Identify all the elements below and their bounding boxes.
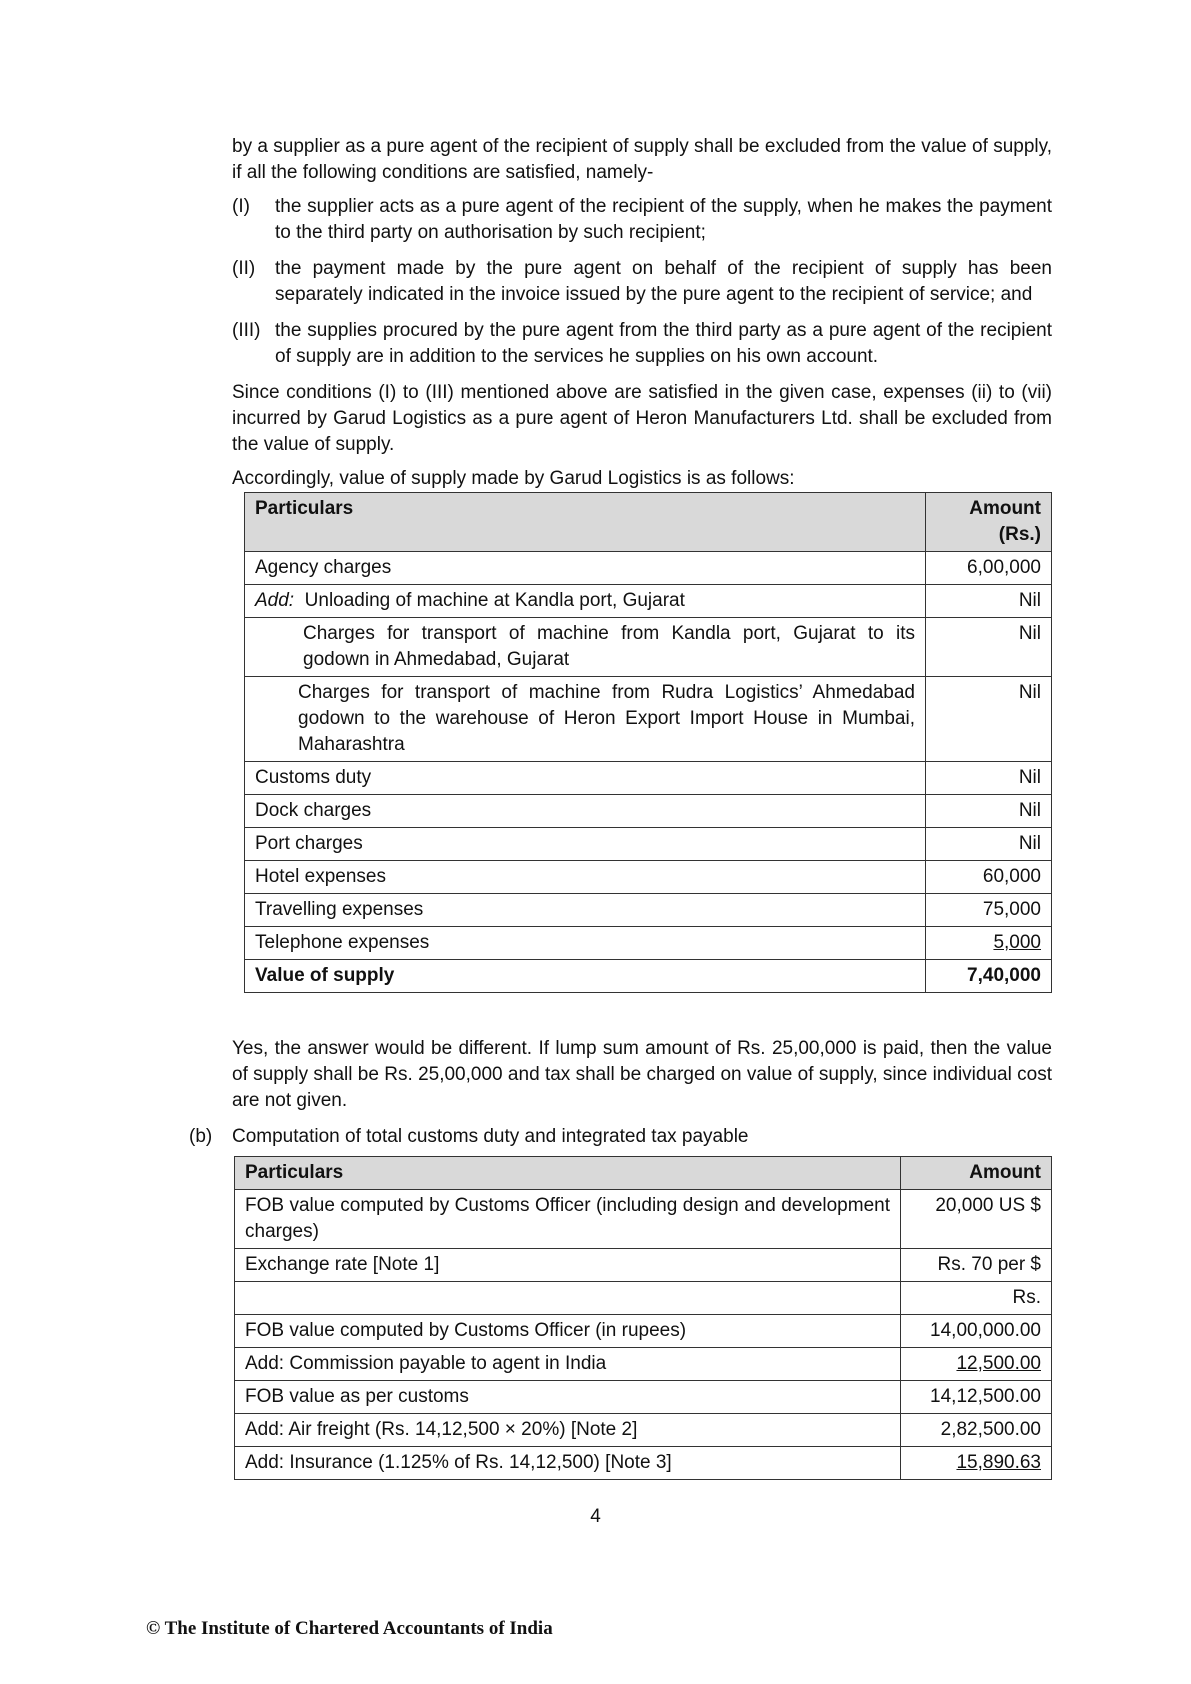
- table-row: [235, 1381, 1052, 1414]
- total-label: Value of supply: [245, 960, 926, 993]
- condition-text: the supplies procured by the pure agent from the third party as a pure agent of the recipient of supply are in addition to the services he supplies on his own account.: [275, 320, 1052, 367]
- row-label: Telephone expenses: [245, 927, 926, 960]
- row-amount: Nil: [926, 618, 1052, 677]
- intro-paragraph: by a supplier as a pure agent of the recipient of supply shall be excluded from the value of supply, if all the following conditions are satisfied, namely-: [232, 136, 1052, 183]
- row-label: Travelling expenses: [245, 894, 926, 927]
- row-label: Add: Commission payable to agent in India: [235, 1348, 901, 1381]
- row-amount: 6,00,000: [926, 552, 1052, 585]
- header-particulars: Particulars: [235, 1157, 901, 1190]
- table-row: [245, 795, 1052, 828]
- condition-number: (II): [232, 258, 256, 279]
- total-row: [245, 960, 1052, 993]
- table-header-row: [235, 1157, 1052, 1190]
- row-amount: [926, 927, 1052, 960]
- table-row: [245, 762, 1052, 795]
- table-row: [235, 1348, 1052, 1381]
- row-label: Port charges: [245, 828, 926, 861]
- table-row: [245, 927, 1052, 960]
- row-label: [245, 585, 926, 618]
- table-row: [245, 552, 1052, 585]
- row-label: Charges for transport of machine from Rudra Logistics’ Ahmedabad godown to the warehouse of Heron Export Import House in Mumbai, Maharashtra: [245, 677, 926, 762]
- part-b-heading: Computation of total customs duty and integrated tax payable: [232, 1126, 749, 1147]
- table-row: [245, 585, 1052, 618]
- table-row: [245, 677, 1052, 762]
- row-label: Add: Insurance (1.125% of Rs. 14,12,500) [Note 3]: [235, 1447, 901, 1480]
- table-row: [235, 1249, 1052, 1282]
- table-row: [235, 1315, 1052, 1348]
- row-amount: Nil: [926, 677, 1052, 762]
- header-amount: Amount (Rs.): [926, 493, 1052, 552]
- row-label: Exchange rate [Note 1]: [235, 1249, 901, 1282]
- total-amount: 7,40,000: [926, 960, 1052, 993]
- row-text: Unloading of machine at Kandla port, Gujarat: [304, 590, 685, 611]
- row-amount: 2,82,500.00: [901, 1414, 1052, 1447]
- underlined-amount: 5,000: [993, 932, 1041, 953]
- row-amount: 14,00,000.00: [901, 1315, 1052, 1348]
- table-row: [235, 1447, 1052, 1480]
- customs-duty-table: [234, 1156, 1052, 1480]
- page-number: 4: [590, 1506, 601, 1527]
- table-row: [235, 1282, 1052, 1315]
- value-of-supply-table: [244, 492, 1052, 993]
- row-amount: Nil: [926, 585, 1052, 618]
- condition-1: [232, 194, 1052, 246]
- row-amount: Nil: [926, 828, 1052, 861]
- row-amount: 60,000: [926, 861, 1052, 894]
- row-amount: Rs.: [901, 1282, 1052, 1315]
- table-row: [245, 618, 1052, 677]
- condition-2: [232, 256, 1052, 308]
- row-amount: 75,000: [926, 894, 1052, 927]
- condition-text: the payment made by the pure agent on behalf of the recipient of supply has been separately indicated in the invoice issued by the pure agent to the recipient of service; and: [275, 258, 1052, 305]
- footer-copyright: © The Institute of Chartered Accountants of India: [146, 1618, 553, 1639]
- row-label: FOB value computed by Customs Officer (including design and development charges): [235, 1190, 901, 1249]
- row-label: FOB value computed by Customs Officer (in rupees): [235, 1315, 901, 1348]
- row-amount: Rs. 70 per $: [901, 1249, 1052, 1282]
- table-row: [245, 894, 1052, 927]
- table-row: [245, 828, 1052, 861]
- condition-3: [232, 318, 1052, 370]
- row-label: Hotel expenses: [245, 861, 926, 894]
- row-label: Charges for transport of machine from Kandla port, Gujarat to its godown in Ahmedabad, Gujarat: [245, 618, 926, 677]
- row-amount: 20,000 US $: [901, 1190, 1052, 1249]
- condition-number: (I): [232, 196, 250, 217]
- since-paragraph: Since conditions (I) to (III) mentioned above are satisfied in the given case, expenses (ii) to (vii) incurred by Garud Logistics as a pure agent of Heron Manufacturers Ltd. shall be excluded from the value of supply.: [232, 382, 1052, 455]
- table-row: [235, 1414, 1052, 1447]
- table-row: [245, 861, 1052, 894]
- underlined-amount: 15,890.63: [956, 1452, 1041, 1473]
- row-label: Dock charges: [245, 795, 926, 828]
- table-header-row: [245, 493, 1052, 552]
- row-amount: Nil: [926, 795, 1052, 828]
- header-particulars: Particulars: [245, 493, 926, 552]
- row-amount: 14,12,500.00: [901, 1381, 1052, 1414]
- condition-text: the supplier acts as a pure agent of the recipient of the supply, when he makes the payment to the third party on authorisation by such recipient;: [275, 196, 1052, 243]
- condition-number: (III): [232, 320, 261, 341]
- add-label: Add:: [255, 590, 295, 611]
- yes-paragraph: Yes, the answer would be different. If lump sum amount of Rs. 25,00,000 is paid, then the value of supply shall be Rs. 25,00,000 and tax shall be charged on value of supply, since individual cost are not given.: [232, 1038, 1052, 1111]
- row-label: [235, 1282, 901, 1315]
- row-amount: [901, 1348, 1052, 1381]
- table-row: [235, 1190, 1052, 1249]
- row-amount: [901, 1447, 1052, 1480]
- row-label: FOB value as per customs: [235, 1381, 901, 1414]
- underlined-amount: 12,500.00: [956, 1353, 1041, 1374]
- accordingly-paragraph: Accordingly, value of supply made by Garud Logistics is as follows:: [232, 468, 795, 489]
- row-label: Customs duty: [245, 762, 926, 795]
- row-amount: Nil: [926, 762, 1052, 795]
- row-label: Agency charges: [245, 552, 926, 585]
- header-amount: Amount: [901, 1157, 1052, 1190]
- part-b-label: (b): [189, 1126, 213, 1147]
- row-label: Add: Air freight (Rs. 14,12,500 × 20%) [Note 2]: [235, 1414, 901, 1447]
